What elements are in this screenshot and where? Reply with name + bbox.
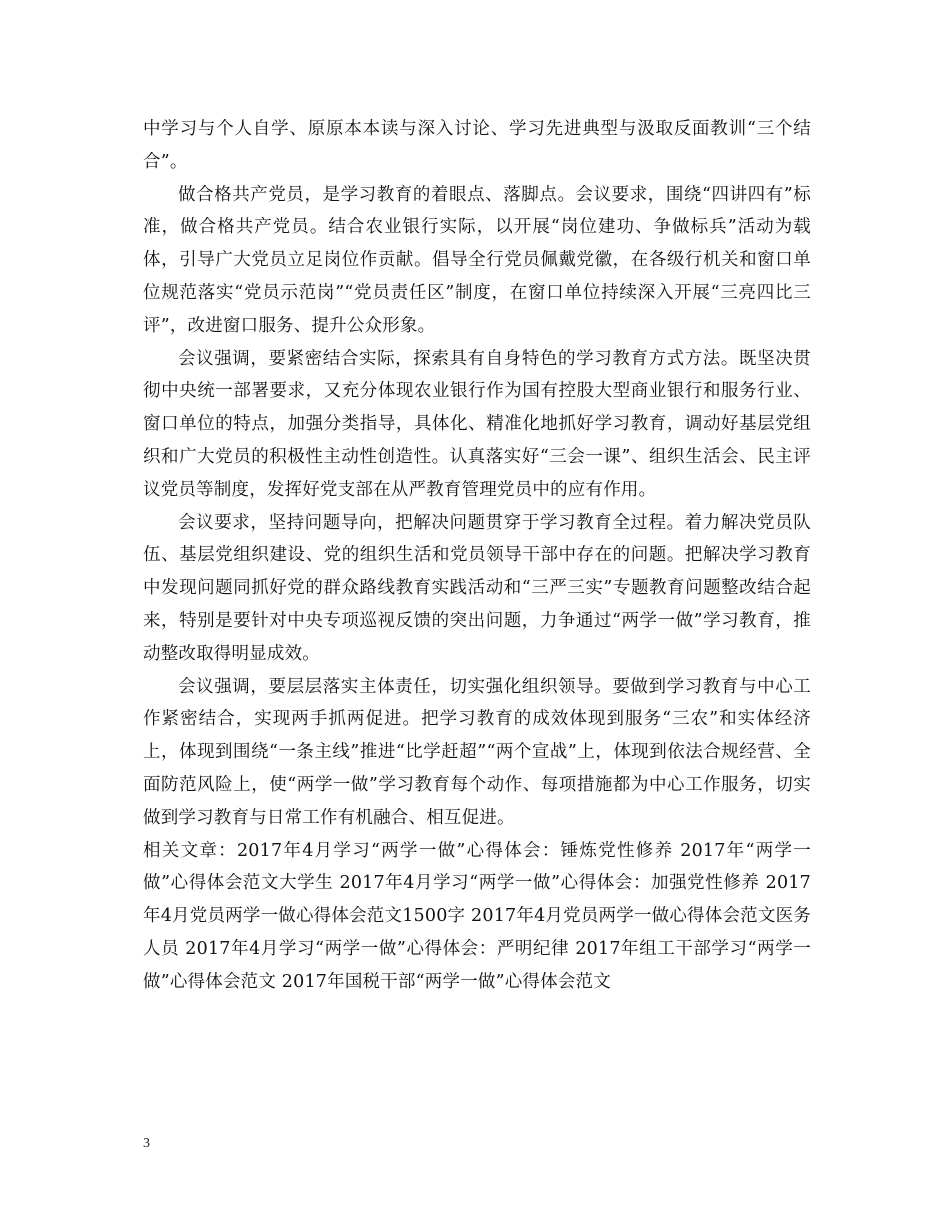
document-body xyxy=(143,113,811,999)
paragraph-qualified-member: 做合格共产党员，是学习教育的着眼点、落脚点。会议要求，围绕“四讲四有”标准，做合格共产党员。结合农业银行实际，以开展“岗位建功、争做标兵”活动为载体，引导广大党员立足岗位作贡献。倡导全行党员佩戴党徽，在各级行机关和窗口单位规范落实“党员示范岗”“党员责任区”制度，在窗口单位持续深入开展“三亮四比三评”，改进窗口服务、提升公众形象。 xyxy=(143,184,811,336)
related-articles: 相关文章：2017年4月学习“两学一做”心得体会：锤炼党性修养 2017年“两学一做”心得体会范文大学生 2017年4月学习“两学一做”心得体会：加强党性修养 2017年4月党员两学一做心得体会范文1500字 2017年4月党员两学一做心得体会范文医务人员 2017年4月学习“两学一做”心得体会：严明纪律 2017年组工干部学习“两学一做”心得体会范文 2017年国税干部“两学一做”心得体会范文 xyxy=(143,840,811,992)
paragraph-study-methods: 会议强调，要紧密结合实际，探索具有自身特色的学习教育方式方法。既坚决贯彻中央统一部署要求，又充分体现农业银行作为国有控股大型商业银行和服务行业、窗口单位的特点，加强分类指导，具体化、精准化地抓好学习教育，调动好基层党组织和广大党员的积极性主动性创造性。认真落实好“三会一课”、组织生活会、民主评议党员等制度，发挥好党支部在从严教育管理党员中的应有作用。 xyxy=(143,348,811,500)
paragraph-responsibility: 会议强调，要层层落实主体责任，切实强化组织领导。要做到学习教育与中心工作紧密结合，实现两手抓两促进。把学习教育的成效体现到服务“三农”和实体经济上，体现到围绕“一条主线”推进“比学赶超”“两个宣战”上，体现到依法合规经营、全面防范风险上，使“两学一做”学习教育每个动作、每项措施都为中心工作服务，切实做到学习教育与日常工作有机融合、相互促进。 xyxy=(143,676,811,828)
page-number: 3 xyxy=(143,1136,150,1151)
paragraph-continuation: 中学习与个人自学、原原本本读与深入讨论、学习先进典型与汲取反面教训“三个结合”。 xyxy=(143,119,811,172)
paragraph-problem-orientation: 会议要求，坚持问题导向，把解决问题贯穿于学习教育全过程。着力解决党员队伍、基层党组织建设、党的组织生活和党员领导干部中存在的问题。把解决学习教育中发现问题同抓好党的群众路线教育实践活动和“三严三实”专题教育问题整改结合起来，特别是要针对中央专项巡视反馈的突出问题，力争通过“两学一做”学习教育，推动整改取得明显成效。 xyxy=(143,512,811,664)
